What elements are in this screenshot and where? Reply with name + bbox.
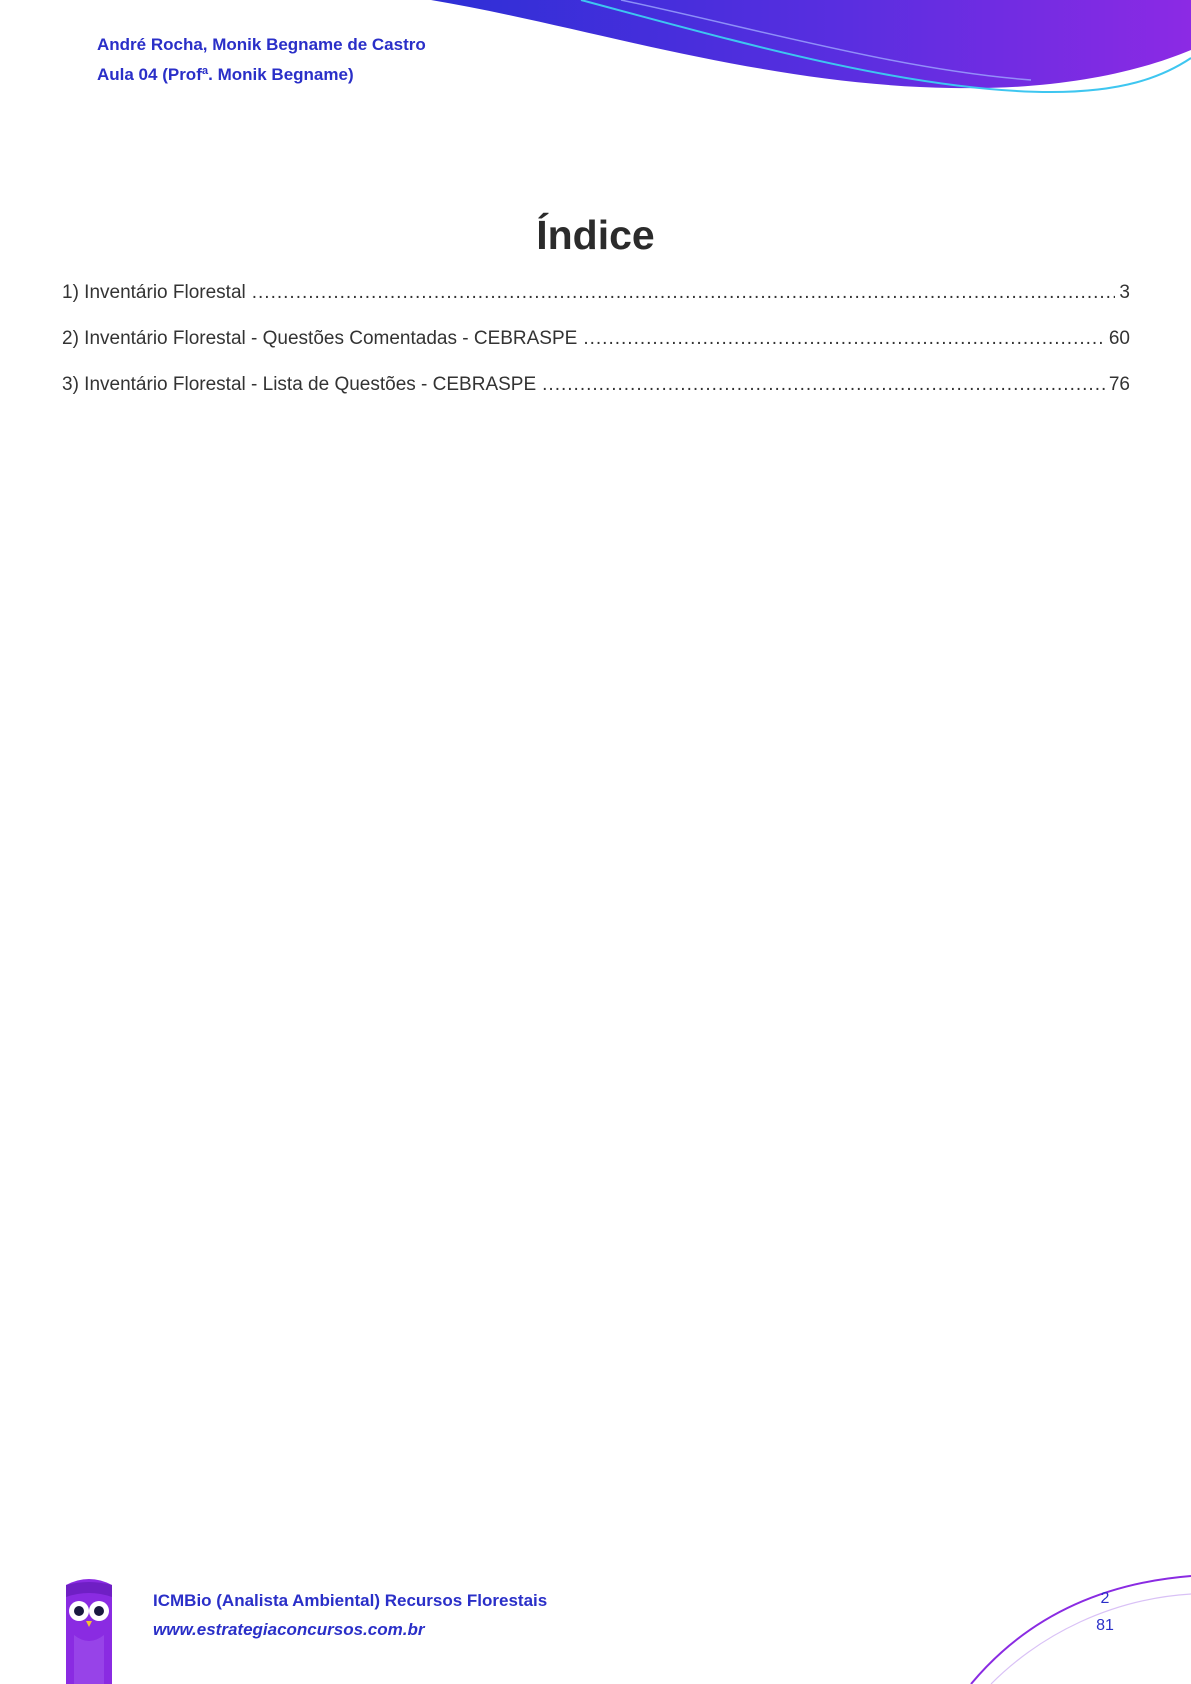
page-number xyxy=(1070,1585,1140,1639)
page-title: Índice xyxy=(536,212,655,258)
header-wave-decoration xyxy=(431,0,1191,100)
owl-logo-icon xyxy=(60,1575,118,1684)
toc-entry-page: 3 xyxy=(1119,282,1130,303)
toc-entry-label: 1) Inventário Florestal xyxy=(62,282,246,303)
header-authors: André Rocha, Monik Begname de Castro xyxy=(97,35,426,54)
toc-entry[interactable] xyxy=(62,328,1130,374)
toc-dot-leader xyxy=(252,282,1116,304)
table-of-contents xyxy=(62,282,1130,420)
toc-entry-page: 60 xyxy=(1108,328,1130,349)
toc-entry-label: 3) Inventário Florestal - Lista de Questões - CEBRASPE xyxy=(62,374,537,395)
footer-website-link[interactable]: www.estrategiaconcursos.com.br xyxy=(153,1620,425,1639)
toc-entry[interactable] xyxy=(62,374,1130,420)
page-header xyxy=(97,30,426,90)
footer-course-title: ICMBio (Analista Ambiental) Recursos Florestais xyxy=(153,1591,548,1610)
toc-entry-page: 76 xyxy=(1108,374,1130,395)
page-current: 2 xyxy=(1100,1590,1110,1607)
toc-dot-leader xyxy=(583,328,1105,350)
page-total: 81 xyxy=(1096,1617,1114,1634)
header-lesson: Aula 04 (Profª. Monik Begname) xyxy=(97,65,354,84)
toc-entry[interactable] xyxy=(62,282,1130,328)
page-footer xyxy=(153,1586,547,1644)
toc-entry-label: 2) Inventário Florestal - Questões Comentadas - CEBRASPE xyxy=(62,328,578,349)
toc-dot-leader xyxy=(542,374,1105,396)
